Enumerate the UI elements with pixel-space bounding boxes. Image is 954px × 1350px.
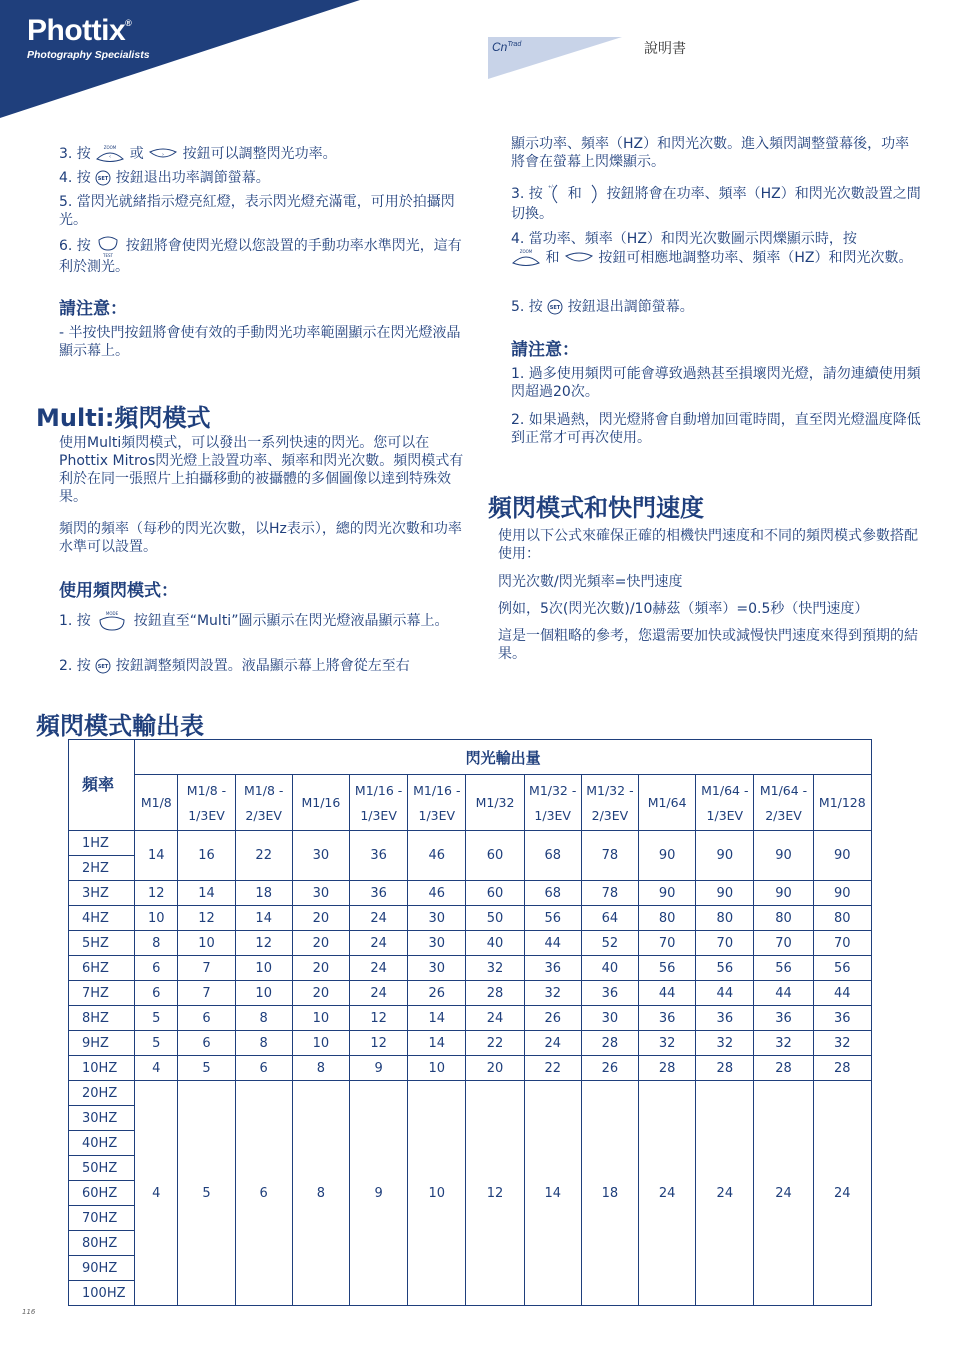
- output-value-cell: 28: [581, 1031, 638, 1056]
- svg-text:ZOOM: ZOOM: [104, 145, 117, 150]
- frequency-cell: 70HZ: [69, 1206, 135, 1231]
- ev-step-label: 1/3EV: [418, 807, 456, 823]
- output-value-cell: 6: [235, 1056, 292, 1081]
- output-value-cell: 32: [696, 1031, 754, 1056]
- power-column-header: [581, 775, 638, 831]
- output-value-cell: 12: [178, 906, 235, 931]
- right-note-2: 2. 如果過熱，閃光燈將會自動增加回電時間，直至閃光燈溫度降低到正常才可再次使用。: [511, 412, 921, 446]
- output-value-cell: 24: [350, 956, 408, 981]
- output-value-cell: 10: [235, 981, 292, 1006]
- frequency-cell: 20HZ: [69, 1081, 135, 1106]
- table-row: [69, 1081, 872, 1106]
- manual-label: 說明書: [644, 41, 686, 57]
- output-value-cell: 24: [524, 1031, 581, 1056]
- output-value-cell: 90: [813, 881, 871, 906]
- output-value-cell: 10: [178, 931, 235, 956]
- output-value-cell: 6: [178, 1006, 235, 1031]
- output-value-cell: 36: [524, 956, 581, 981]
- output-value-cell: 70: [639, 931, 696, 956]
- output-value-cell: 46: [408, 881, 466, 906]
- output-value-cell: 28: [813, 1056, 871, 1081]
- zoom-right-button-icon: [564, 248, 594, 268]
- right-note-title: 請注意：: [511, 340, 579, 360]
- power-column-header: [135, 775, 178, 831]
- power-level-label: M1/8: [140, 795, 172, 810]
- output-value-cell: 6: [135, 981, 178, 1006]
- output-value-cell: 44: [813, 981, 871, 1006]
- output-value-cell: 44: [754, 981, 813, 1006]
- power-level-label: M1/128: [818, 795, 866, 810]
- output-value-cell: 24: [350, 981, 408, 1006]
- frequency-cell: 2HZ: [69, 856, 135, 881]
- output-value-cell: 44: [524, 931, 581, 956]
- column-header-row: [69, 775, 872, 831]
- power-column-header: [350, 775, 408, 831]
- output-value-cell: 20: [292, 931, 349, 956]
- output-value-cell: 36: [350, 881, 408, 906]
- right-step-4: 4. 當功率、頻率（HZ）和閃光次數圖示閃爍顯示時，按 ZOOM 和 按鈕可相應地調整功率、頻率（HZ）和閃光次數。: [511, 231, 913, 266]
- power-level-label: M1/32 -: [529, 782, 577, 798]
- output-value-cell: 90: [696, 831, 754, 881]
- output-value-cell: 22: [235, 831, 292, 881]
- page-number: 116: [22, 1308, 36, 1316]
- power-column-header: [639, 775, 696, 831]
- left-note-text: - 半按快門按鈕將會使有效的手動閃光功率範圍顯示在閃光燈液晶顯示幕上。: [59, 325, 461, 359]
- output-value-cell: 7: [178, 956, 235, 981]
- table-row: [69, 831, 872, 856]
- power-level-label: M1/16 -: [413, 782, 461, 798]
- output-value-cell: 7: [178, 981, 235, 1006]
- output-value-cell: 10: [292, 1031, 349, 1056]
- output-value-cell: 20: [466, 1056, 524, 1081]
- brand-tagline: Photography Specialists: [27, 49, 150, 61]
- output-value-cell: 30: [292, 881, 349, 906]
- output-value-cell: 10: [135, 906, 178, 931]
- output-value-cell: 78: [581, 831, 638, 881]
- output-value-cell: 4: [135, 1056, 178, 1081]
- output-value-cell: 26: [408, 981, 466, 1006]
- output-value-cell: 36: [754, 1006, 813, 1031]
- output-value-cell: 46: [408, 831, 466, 881]
- output-value-cell: 5: [178, 1056, 235, 1081]
- output-value-cell: 22: [466, 1031, 524, 1056]
- output-value-cell: 90: [639, 831, 696, 881]
- power-level-label: M1/64 -: [701, 782, 749, 798]
- output-value-cell: 8: [235, 1006, 292, 1031]
- language-code: $Cn^{Trad}$: [492, 40, 522, 54]
- output-value-cell: 12: [466, 1081, 524, 1306]
- svg-text:SET: SET: [550, 305, 561, 311]
- output-value-cell: 32: [754, 1031, 813, 1056]
- output-value-cell: 14: [408, 1006, 466, 1031]
- table-row: [69, 981, 872, 1006]
- output-value-cell: 12: [235, 931, 292, 956]
- ev-plus-button-icon: [586, 183, 602, 205]
- output-value-cell: 9: [350, 1081, 408, 1306]
- output-value-cell: 90: [813, 831, 871, 881]
- frequency-cell: 30HZ: [69, 1106, 135, 1131]
- output-header: 閃光輸出量: [135, 740, 872, 775]
- output-value-cell: 68: [524, 831, 581, 881]
- power-level-label: M1/64: [647, 795, 687, 810]
- use-step-1: 1. 按 MODE 按鈕直至“Multi”圖示顯示在閃光燈液晶顯示幕上。: [59, 610, 469, 632]
- output-value-cell: 14: [178, 881, 235, 906]
- output-value-cell: 26: [581, 1056, 638, 1081]
- output-value-cell: 30: [581, 1006, 638, 1031]
- output-value-cell: 32: [524, 981, 581, 1006]
- use-multi-title: 使用頻閃模式：: [59, 581, 178, 601]
- brand-logo: Phottix®: [27, 14, 132, 47]
- frequency-cell: 9HZ: [69, 1031, 135, 1056]
- zoom-left-button-icon: [511, 248, 541, 268]
- shutter-paragraph-4: 這是一個粗略的參考，您還需要加快或減慢快門速度來得到預期的結果。: [498, 628, 918, 662]
- power-level-label: M1/8 -: [186, 782, 227, 798]
- output-value-cell: 12: [135, 881, 178, 906]
- output-value-cell: 80: [813, 906, 871, 931]
- power-column-header: [696, 775, 754, 831]
- output-value-cell: 50: [466, 906, 524, 931]
- output-value-cell: 56: [524, 906, 581, 931]
- power-level-label: M1/8 -: [244, 782, 284, 798]
- frequency-cell: 60HZ: [69, 1181, 135, 1206]
- output-value-cell: 6: [235, 1081, 292, 1306]
- shutter-paragraph-1: 使用以下公式來確保正確的相機快門速度和不同的頻閃模式參數搭配使用：: [498, 528, 918, 562]
- output-value-cell: 20: [292, 981, 349, 1006]
- set-button-icon: [95, 658, 111, 674]
- output-value-cell: 32: [639, 1031, 696, 1056]
- multi-mode-paragraph-1: 使用Multi頻閃模式，可以發出一系列快速的閃光。您可以在Phottix Mitros閃光燈上設置功率、頻率和閃光次數。頻閃模式有利於在同一張照片上拍攝移動的被攝體的多個圖像以達到特殊效果。: [59, 435, 464, 505]
- output-value-cell: 90: [754, 831, 813, 881]
- ev-step-label: 1/3EV: [360, 807, 397, 823]
- output-value-cell: 28: [639, 1056, 696, 1081]
- table-row: [69, 906, 872, 931]
- svg-text:MODE: MODE: [106, 611, 119, 616]
- left-note-title: 請注意：: [59, 299, 127, 319]
- frequency-header: 頻率: [69, 740, 135, 831]
- output-value-cell: 28: [754, 1056, 813, 1081]
- ev-step-label: 2/3EV: [245, 807, 282, 823]
- svg-text:SET: SET: [98, 664, 109, 670]
- frequency-cell: 80HZ: [69, 1231, 135, 1256]
- left-step-5: 5. 當閃光就緒指示燈亮紅燈，表示閃光燈充滿電，可用於拍攝閃光。: [59, 194, 455, 228]
- frequency-cell: 90HZ: [69, 1256, 135, 1281]
- ev-step-label: 1/3EV: [534, 807, 571, 823]
- table-row: [69, 956, 872, 981]
- output-value-cell: 10: [408, 1081, 466, 1306]
- output-value-cell: 68: [524, 881, 581, 906]
- svg-text:SET: SET: [98, 176, 109, 182]
- output-value-cell: 56: [639, 956, 696, 981]
- output-value-cell: 6: [135, 956, 178, 981]
- output-value-cell: 8: [292, 1056, 349, 1081]
- right-step-5: 5. 按 SET 按鈕退出調節螢幕。: [511, 299, 694, 315]
- output-value-cell: 80: [754, 906, 813, 931]
- set-button-icon: [547, 299, 563, 315]
- output-value-cell: 30: [292, 831, 349, 881]
- table-row: [69, 1056, 872, 1081]
- output-value-cell: 60: [466, 831, 524, 881]
- output-value-cell: 4: [135, 1081, 178, 1306]
- output-value-cell: 14: [524, 1081, 581, 1306]
- output-value-cell: 26: [524, 1006, 581, 1031]
- ev-step-label: 1/3EV: [706, 807, 744, 823]
- ev-step-label: 1/3EV: [188, 807, 225, 823]
- output-value-cell: 14: [408, 1031, 466, 1056]
- frequency-cell: 3HZ: [69, 881, 135, 906]
- power-column-header: [408, 775, 466, 831]
- output-value-cell: 24: [350, 931, 408, 956]
- output-value-cell: 36: [813, 1006, 871, 1031]
- output-value-cell: 30: [408, 931, 466, 956]
- power-column-header: [178, 775, 235, 831]
- power-column-header: [292, 775, 349, 831]
- output-value-cell: 6: [178, 1031, 235, 1056]
- power-column-header: [524, 775, 581, 831]
- table-row: [69, 1031, 872, 1056]
- left-step-3: 3. 按 ZOOM ‹ 或 › 按鈕可以調整閃光功率。: [59, 145, 337, 162]
- frequency-cell: 5HZ: [69, 931, 135, 956]
- frequency-cell: 50HZ: [69, 1156, 135, 1181]
- output-value-cell: 16: [178, 831, 235, 881]
- output-value-cell: 56: [813, 956, 871, 981]
- use-step-2: 2. 按 SET 按鈕調整頻閃設置。液晶顯示幕上將會從左至右: [59, 658, 410, 674]
- output-value-cell: 12: [350, 1031, 408, 1056]
- test-button-icon: [95, 234, 121, 258]
- output-value-cell: 9: [350, 1056, 408, 1081]
- table-row: [69, 881, 872, 906]
- output-value-cell: 32: [466, 956, 524, 981]
- output-value-cell: 56: [696, 956, 754, 981]
- frequency-cell: 7HZ: [69, 981, 135, 1006]
- output-value-cell: 10: [408, 1056, 466, 1081]
- output-value-cell: 24: [813, 1081, 871, 1306]
- output-value-cell: 20: [292, 956, 349, 981]
- output-value-cell: 24: [639, 1081, 696, 1306]
- output-value-cell: 24: [466, 1006, 524, 1031]
- output-value-cell: 12: [350, 1006, 408, 1031]
- power-column-header: [235, 775, 292, 831]
- output-value-cell: 14: [235, 906, 292, 931]
- power-level-label: M1/64 -: [759, 782, 808, 798]
- ev-step-label: 2/3EV: [591, 807, 629, 823]
- output-value-cell: 36: [639, 1006, 696, 1031]
- set-button-icon: [95, 170, 111, 186]
- zoom-right-button-icon: [148, 144, 178, 164]
- shutter-formula: 閃光次數/閃光頻率=快門速度: [498, 574, 683, 590]
- output-value-cell: 24: [696, 1081, 754, 1306]
- output-value-cell: 64: [581, 906, 638, 931]
- right-continued-text: 顯示功率、頻率（HZ）和閃光次數。進入頻閃調整螢幕後，功率將會在螢幕上閃爍顯示。: [511, 136, 910, 170]
- frequency-cell: 100HZ: [69, 1281, 135, 1306]
- table-header-row: [69, 740, 872, 775]
- power-column-header: [813, 775, 871, 831]
- svg-text:+/-: +/-: [548, 184, 555, 189]
- output-value-cell: 60: [466, 881, 524, 906]
- right-step-3: 3. 按 +/- 和 按鈕將會在功率、頻率（HZ）和閃光次數設置之間切換。: [511, 184, 921, 222]
- output-value-cell: 20: [292, 906, 349, 931]
- output-value-cell: 70: [754, 931, 813, 956]
- output-value-cell: 28: [466, 981, 524, 1006]
- output-value-cell: 90: [754, 881, 813, 906]
- output-value-cell: 10: [235, 956, 292, 981]
- output-value-cell: 40: [466, 931, 524, 956]
- mode-button-icon: [95, 610, 129, 632]
- output-value-cell: 44: [639, 981, 696, 1006]
- output-value-cell: 52: [581, 931, 638, 956]
- power-level-label: M1/16: [301, 795, 341, 810]
- shutter-speed-title: 頻閃模式和快門速度: [488, 494, 704, 522]
- output-value-cell: 32: [813, 1031, 871, 1056]
- output-value-cell: 18: [581, 1081, 638, 1306]
- output-value-cell: 70: [813, 931, 871, 956]
- output-value-cell: 30: [408, 956, 466, 981]
- output-value-cell: 18: [235, 881, 292, 906]
- output-value-cell: 80: [696, 906, 754, 931]
- power-level-label: M1/32 -: [586, 782, 634, 798]
- output-value-cell: 90: [639, 881, 696, 906]
- power-level-label: M1/32: [475, 795, 515, 810]
- frequency-cell: 10HZ: [69, 1056, 135, 1081]
- frequency-cell: 40HZ: [69, 1131, 135, 1156]
- table-row: [69, 1006, 872, 1031]
- table-title: 頻閃模式輸出表: [36, 712, 204, 740]
- table-row: [69, 931, 872, 956]
- output-value-cell: 8: [135, 931, 178, 956]
- output-value-cell: 36: [581, 981, 638, 1006]
- output-value-cell: 8: [292, 1081, 349, 1306]
- shutter-example: 例如，5次(閃光次數)/10赫茲（頻率）=0.5秒（快門速度）: [498, 601, 869, 617]
- frequency-cell: 6HZ: [69, 956, 135, 981]
- output-value-cell: 14: [135, 831, 178, 881]
- left-step-4: 4. 按 SET 按鈕退出功率調節螢幕。: [59, 170, 270, 186]
- output-value-cell: 40: [581, 956, 638, 981]
- svg-text:›: ›: [162, 152, 165, 158]
- frequency-cell: 1HZ: [69, 831, 135, 856]
- svg-text:TEST: TEST: [103, 253, 114, 258]
- ev-step-label: 2/3EV: [765, 807, 802, 823]
- output-value-cell: 80: [639, 906, 696, 931]
- output-value-cell: 36: [350, 831, 408, 881]
- frequency-cell: 8HZ: [69, 1006, 135, 1031]
- output-value-cell: 78: [581, 881, 638, 906]
- output-value-cell: 24: [350, 906, 408, 931]
- output-value-cell: 5: [178, 1081, 235, 1306]
- svg-text:‹: ‹: [109, 154, 112, 160]
- power-column-header: [466, 775, 524, 831]
- output-value-cell: 5: [135, 1006, 178, 1031]
- output-value-cell: 56: [754, 956, 813, 981]
- multi-mode-paragraph-2: 頻閃的頻率（每秒的閃光次數，以Hz表示），總的閃光次數和功率水準可以設置。: [59, 521, 462, 555]
- output-value-cell: 70: [696, 931, 754, 956]
- power-column-header: [754, 775, 813, 831]
- output-value-cell: 28: [696, 1056, 754, 1081]
- power-level-label: M1/16 -: [354, 782, 403, 798]
- ev-minus-button-icon: [547, 183, 563, 205]
- multi-mode-title: Multi:頻閃模式: [36, 404, 211, 432]
- output-value-cell: 5: [135, 1031, 178, 1056]
- output-value-cell: 30: [408, 906, 466, 931]
- right-note-1: 1. 過多使用頻閃可能會導致過熱甚至損壞閃光燈，請勿連續使用頻閃超過20次。: [511, 366, 921, 400]
- output-value-cell: 22: [524, 1056, 581, 1081]
- left-step-6: 6. 按 TEST 按鈕將會使閃光燈以您設置的手動功率水準閃光，這有利於測光。: [59, 234, 469, 276]
- output-value-cell: 24: [754, 1081, 813, 1306]
- svg-text:ZOOM: ZOOM: [519, 249, 533, 254]
- output-value-cell: 36: [696, 1006, 754, 1031]
- zoom-left-button-icon: [95, 144, 125, 164]
- output-value-cell: 44: [696, 981, 754, 1006]
- strobe-output-table: [68, 739, 872, 1306]
- frequency-cell: 4HZ: [69, 906, 135, 931]
- output-value-cell: 90: [696, 881, 754, 906]
- output-value-cell: 10: [292, 1006, 349, 1031]
- output-value-cell: 8: [235, 1031, 292, 1056]
